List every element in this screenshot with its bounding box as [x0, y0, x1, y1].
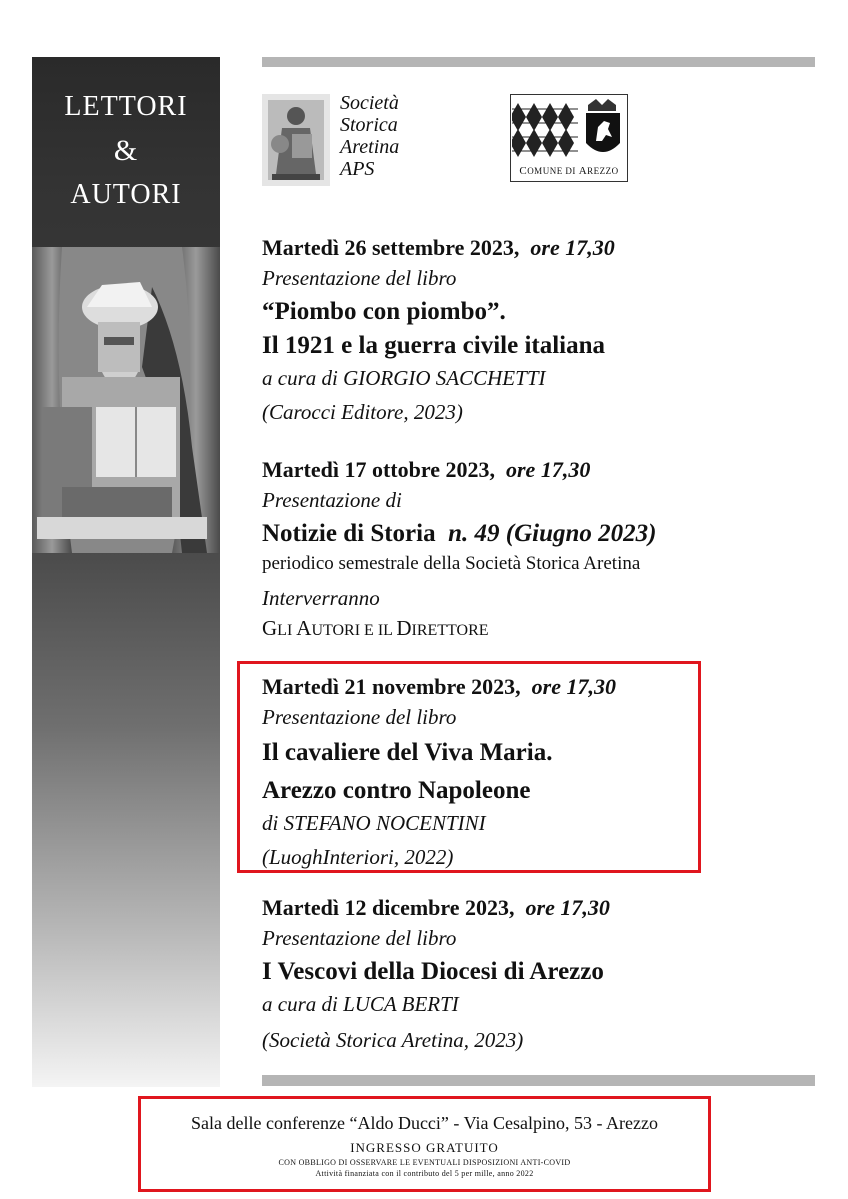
book-author: a cura di LUCA BERTI [262, 992, 459, 1016]
event-presentation-label: Presentazione del libro [262, 705, 457, 729]
coat-of-arms-icon [512, 97, 627, 163]
logo-text-line1: Società [340, 92, 399, 114]
free-entry-notice: INGRESSO GRATUITO [350, 1140, 499, 1155]
logo-text-line2: Storica [340, 114, 398, 136]
speakers: GLI AUTORI E IL DIRETTORE [262, 616, 489, 640]
sidebar-banner [32, 57, 220, 1087]
series-title [32, 85, 220, 217]
book-title-line1: Il cavaliere del Viva Maria. [262, 739, 553, 766]
societa-storica-logo [262, 94, 330, 186]
event-date: Martedì 26 settembre 2023, ore 17,30 [262, 235, 615, 260]
book-title-line2: Arezzo contro Napoleone [262, 777, 531, 804]
book-publisher: (LuoghInteriori, 2022) [262, 845, 454, 869]
societa-storica-name [340, 92, 399, 180]
event-presentation-label: Presentazione del libro [262, 926, 457, 950]
book-publisher: (Società Storica Aretina, 2023) [262, 1028, 524, 1052]
event-december [262, 893, 732, 1055]
comune-caption: COMUNE DI AREZZO [519, 165, 619, 177]
speakers-label: Interverranno [262, 586, 380, 610]
event-october [262, 455, 732, 646]
venue-footer [138, 1096, 711, 1192]
logo-text-line4: APS [340, 158, 375, 180]
journal-title: Notizie di Storia n. 49 (Giugno 2023) [262, 520, 657, 547]
journal-subtitle: periodico semestrale della Società Storica Aretina [262, 553, 641, 574]
statue-logo-icon [262, 94, 330, 186]
event-date: Martedì 12 dicembre 2023, ore 17,30 [262, 895, 610, 920]
event-november [262, 672, 732, 872]
series-title-line3: AUTORI [70, 179, 182, 210]
book-title-line1: “Piombo con piombo”. [262, 298, 506, 325]
book-publisher: (Carocci Editore, 2023) [262, 400, 463, 424]
event-september [262, 233, 732, 427]
venue-address: Sala delle conferenze “Aldo Ducci” - Via Cesalpino, 53 - Arezzo [191, 1113, 658, 1133]
book-author: a cura di GIORGIO SACCHETTI [262, 366, 546, 390]
book-title: I Vescovi della Diocesi di Arezzo [262, 958, 604, 985]
event-presentation-label: Presentazione di [262, 488, 402, 512]
librarian-portrait-image [32, 247, 220, 553]
top-divider-bar [262, 57, 815, 67]
event-date: Martedì 21 novembre 2023, ore 17,30 [262, 674, 616, 699]
series-title-line1: LETTORI [64, 91, 188, 122]
event-date: Martedì 17 ottobre 2023, ore 17,30 [262, 457, 591, 482]
bottom-divider-bar [262, 1075, 815, 1086]
series-title-ampersand: & [113, 134, 139, 167]
book-title-line2: Il 1921 e la guerra civile italiana [262, 332, 606, 359]
comune-arezzo-logo [510, 94, 628, 182]
event-presentation-label: Presentazione del libro [262, 266, 457, 290]
covid-notice: CON OBBLIGO DI OSSERVARE LE EVENTUALI DISPOSIZIONI ANTI-COVID [278, 1158, 571, 1167]
book-author: di STEFANO NOCENTINI [262, 811, 486, 835]
funding-notice: Attività finanziata con il contributo del 5 per mille, anno 2022 [315, 1169, 534, 1178]
book-figure-icon [32, 247, 220, 553]
logo-text-line3: Aretina [340, 136, 400, 158]
